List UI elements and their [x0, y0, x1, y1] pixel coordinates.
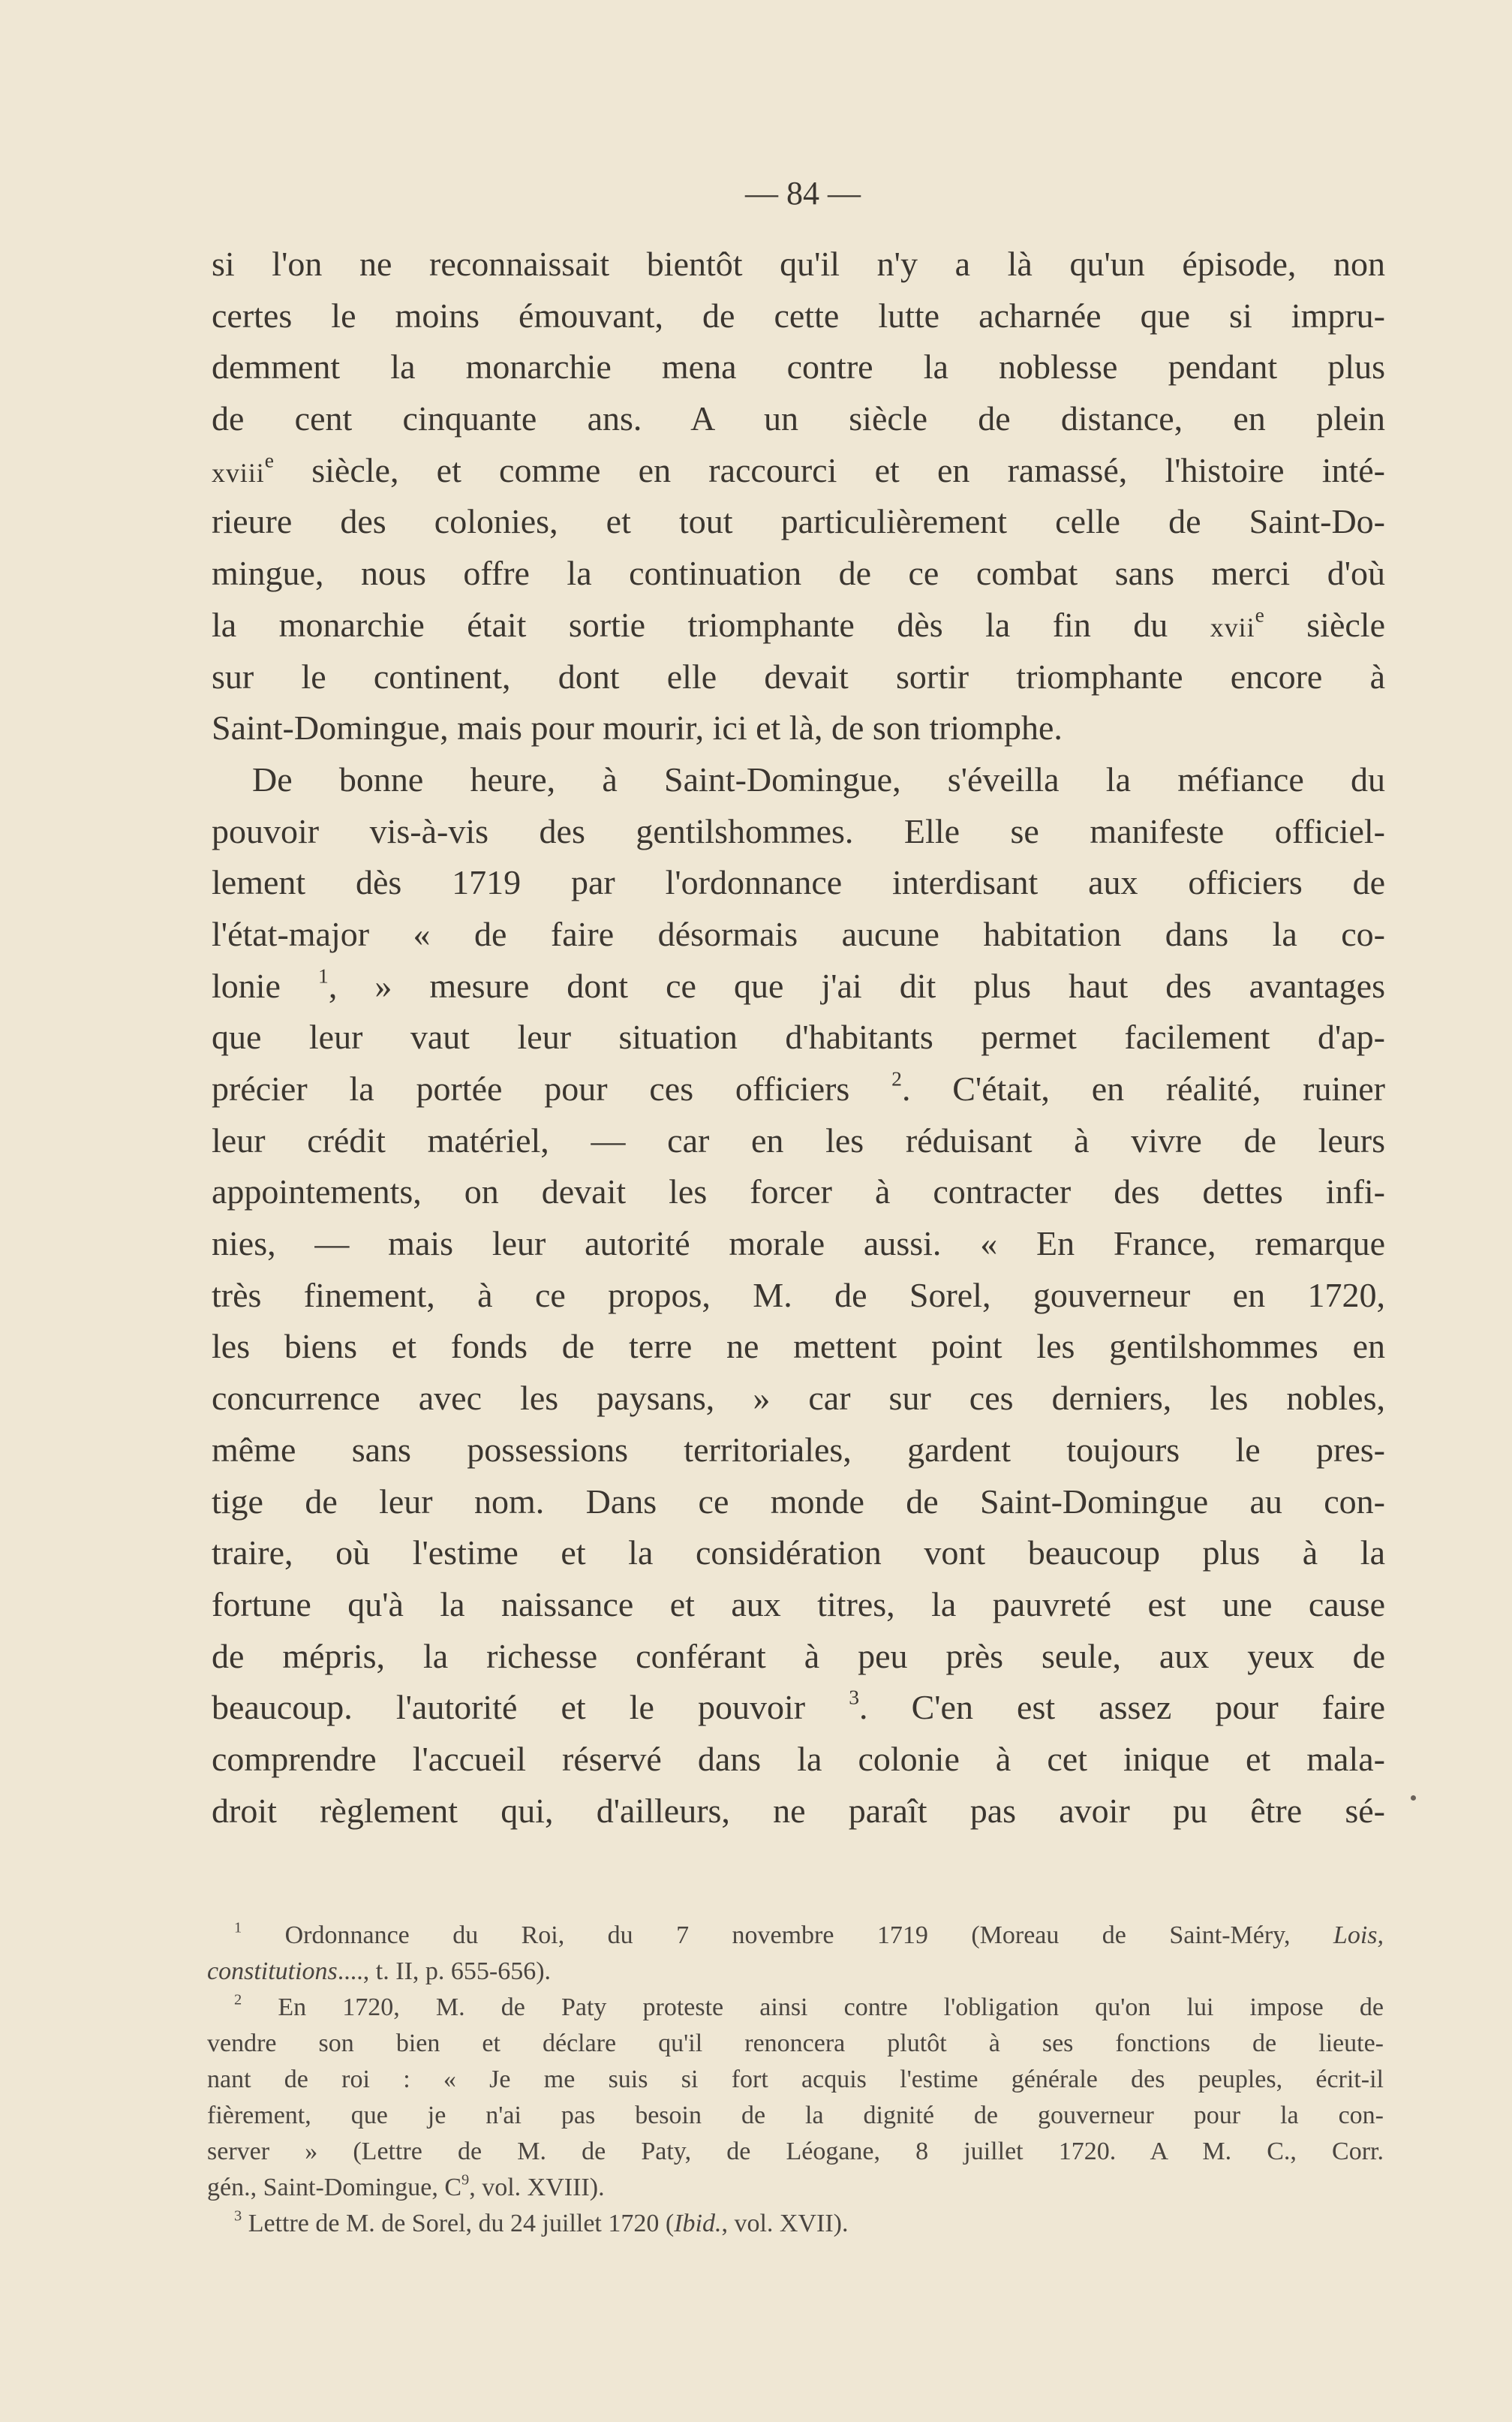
body-line [212, 1115, 1385, 1167]
footnote-line [207, 2062, 1384, 2098]
body-line [212, 1373, 1385, 1425]
text-run: , vol. XVIII). [469, 2174, 605, 2201]
text-run: leur crédit matériel, — car en les réduisant à vivre de leurs [212, 1121, 1385, 1160]
page-number: — 84 — [745, 175, 861, 212]
body-line [212, 445, 1385, 497]
superscript: e [264, 448, 275, 472]
body-line [212, 496, 1385, 548]
margin-mark [1411, 1795, 1416, 1801]
body-line [212, 754, 1385, 806]
text-run: de mépris, la richesse conférant à peu près seule, aux yeux de [212, 1636, 1385, 1675]
body-line [212, 1425, 1385, 1476]
body-text [212, 239, 1385, 1837]
text-run: En 1720, M. de Paty proteste ainsi contre l'obligation qu'on lui impose de [242, 1993, 1384, 2021]
text-run: fièrement, que je n'ai pas besoin de la dignité de gouverneur pour la con- [207, 2102, 1384, 2129]
text-run: . C'en est assez pour faire [859, 1688, 1385, 1727]
text-run: rieure des colonies, et tout particulièrement celle de Saint-Do- [212, 502, 1385, 541]
text-run: pouvoir vis-à-vis des gentilshommes. Elle se manifeste officiel- [212, 811, 1385, 850]
footnotes [207, 1918, 1384, 2242]
text-run: précier la portée pour ces officiers [212, 1070, 892, 1108]
body-line [212, 1734, 1385, 1786]
body-line [212, 1579, 1385, 1631]
body-line [212, 651, 1385, 703]
superscript: e [1255, 603, 1264, 627]
text-run: demment la monarchie mena contre la noblesse pendant plus [212, 348, 1385, 387]
text-run: server » (Lettre de M. de Paty, de Léogane, 8 juillet 1720. A M. C., Corr. [207, 2138, 1384, 2165]
text-run: , vol. XVII). [721, 2210, 849, 2237]
text-run: beaucoup. l'autorité et le pouvoir [212, 1688, 849, 1727]
text-run: fortune qu'à la naissance et aux titres, la pauvreté est une cause [212, 1584, 1385, 1623]
text-run: comprendre l'accueil réservé dans la colonie à cet inique et mala- [212, 1739, 1385, 1778]
text-run: que leur vaut leur situation d'habitants permet facilement d'ap- [212, 1018, 1385, 1057]
text-run: lement dès 1719 par l'ordonnance interdisant aux officiers de [212, 863, 1385, 902]
body-line [212, 600, 1385, 651]
footnote-line [207, 1990, 1384, 2026]
text-run: siècle, et comme en raccourci et en ramassé, l'histoire inté- [274, 450, 1385, 489]
footnote-line [207, 2206, 1384, 2242]
superscript: 9 [461, 2171, 470, 2189]
body-line [212, 857, 1385, 909]
body-line [212, 1631, 1385, 1683]
body-line [212, 1064, 1385, 1115]
italic-text: Ibid. [674, 2210, 722, 2237]
body-line [212, 806, 1385, 858]
text-run: tige de leur nom. Dans ce monde de Saint-Domingue au con- [212, 1482, 1385, 1521]
footnote-line [207, 1918, 1384, 1954]
body-line [212, 1527, 1385, 1579]
text-run: Ordonnance du Roi, du 7 novembre 1719 (Moreau de Saint-Méry, [242, 1921, 1333, 1949]
superscript: 2 [234, 1991, 242, 2008]
body-line [212, 1476, 1385, 1528]
body-line [212, 1270, 1385, 1322]
italic-text: Lois, [1333, 1921, 1384, 1949]
superscript: 2 [891, 1067, 902, 1091]
footnote-line [207, 2170, 1384, 2206]
small-caps: xvii [1210, 612, 1255, 642]
body-line [212, 341, 1385, 393]
text-run: siècle [1264, 605, 1385, 644]
text-run: les biens et fonds de terre ne mettent point les gentilshommes en [212, 1327, 1385, 1366]
body-line [212, 393, 1385, 445]
body-line [212, 239, 1385, 290]
text-run: De bonne heure, à Saint-Domingue, s'éveilla la méfiance du [252, 760, 1385, 799]
text-run: . C'était, en réalité, ruiner [901, 1070, 1385, 1108]
small-caps: xviii [212, 457, 265, 488]
superscript: 1 [234, 1919, 242, 1936]
text-run: appointements, on devait les forcer à contracter des dettes infi- [212, 1172, 1385, 1211]
body-line [212, 703, 1385, 754]
body-line [212, 1682, 1385, 1734]
text-run: même sans possessions territoriales, gardent toujours le pres- [212, 1430, 1385, 1469]
body-line [212, 1166, 1385, 1218]
footnote-line [207, 2098, 1384, 2134]
body-line [212, 290, 1385, 342]
italic-text: constitutions [207, 1957, 338, 1985]
body-line [212, 1321, 1385, 1373]
text-run: la monarchie était sortie triomphante dès la fin du [212, 605, 1210, 644]
text-run: traire, où l'estime et la considération vont beaucoup plus à la [212, 1533, 1385, 1572]
text-run: très finement, à ce propos, M. de Sorel, gouverneur en 1720, [212, 1275, 1385, 1314]
text-run: Saint-Domingue, mais pour mourir, ici et là, de son triomphe. [212, 709, 1063, 748]
text-run: lonie [212, 966, 319, 1005]
body-line [212, 1218, 1385, 1270]
text-run: concurrence avec les paysans, » car sur ces derniers, les nobles, [212, 1379, 1385, 1418]
text-run: si l'on ne reconnaissait bientôt qu'il n'y a là qu'un épisode, non [212, 245, 1385, 283]
text-run: certes le moins émouvant, de cette lutte acharnée que si impru- [212, 296, 1385, 335]
text-run: de cent cinquante ans. A un siècle de distance, en plein [212, 399, 1385, 438]
text-run: gén., Saint-Domingue, C [207, 2174, 462, 2201]
body-line [212, 961, 1385, 1012]
footnote-line [207, 2134, 1384, 2170]
text-run: vendre son bien et déclare qu'il renoncera plutôt à ses fonctions de lieute- [207, 2029, 1384, 2057]
text-run: nies, — mais leur autorité morale aussi. « En France, remarque [212, 1224, 1385, 1263]
text-run: ...., t. II, p. 655-656). [337, 1957, 552, 1985]
superscript: 1 [318, 964, 329, 988]
superscript: 3 [849, 1685, 859, 1709]
body-line [212, 548, 1385, 600]
text-run: sur le continent, dont elle devait sortir triomphante encore à [212, 657, 1385, 696]
body-line [212, 1012, 1385, 1064]
text-run: Lettre de M. de Sorel, du 24 juillet 1720 ( [242, 2210, 675, 2237]
footnote-line [207, 2026, 1384, 2062]
body-line [212, 1786, 1385, 1837]
text-run: , » mesure dont ce que j'ai dit plus haut des avantages [328, 966, 1385, 1005]
text-run: droit règlement qui, d'ailleurs, ne paraît pas avoir pu être sé- [212, 1791, 1385, 1830]
footnote-line [207, 1954, 1384, 1990]
text-run: mingue, nous offre la continuation de ce combat sans merci d'où [212, 554, 1385, 593]
body-line [212, 909, 1385, 961]
superscript: 3 [234, 2207, 242, 2225]
text-run: l'état-major « de faire désormais aucune habitation dans la co- [212, 914, 1385, 953]
text-run: nant de roi : « Je me suis si fort acquis l'estime générale des peuples, écrit-il [207, 2065, 1384, 2093]
